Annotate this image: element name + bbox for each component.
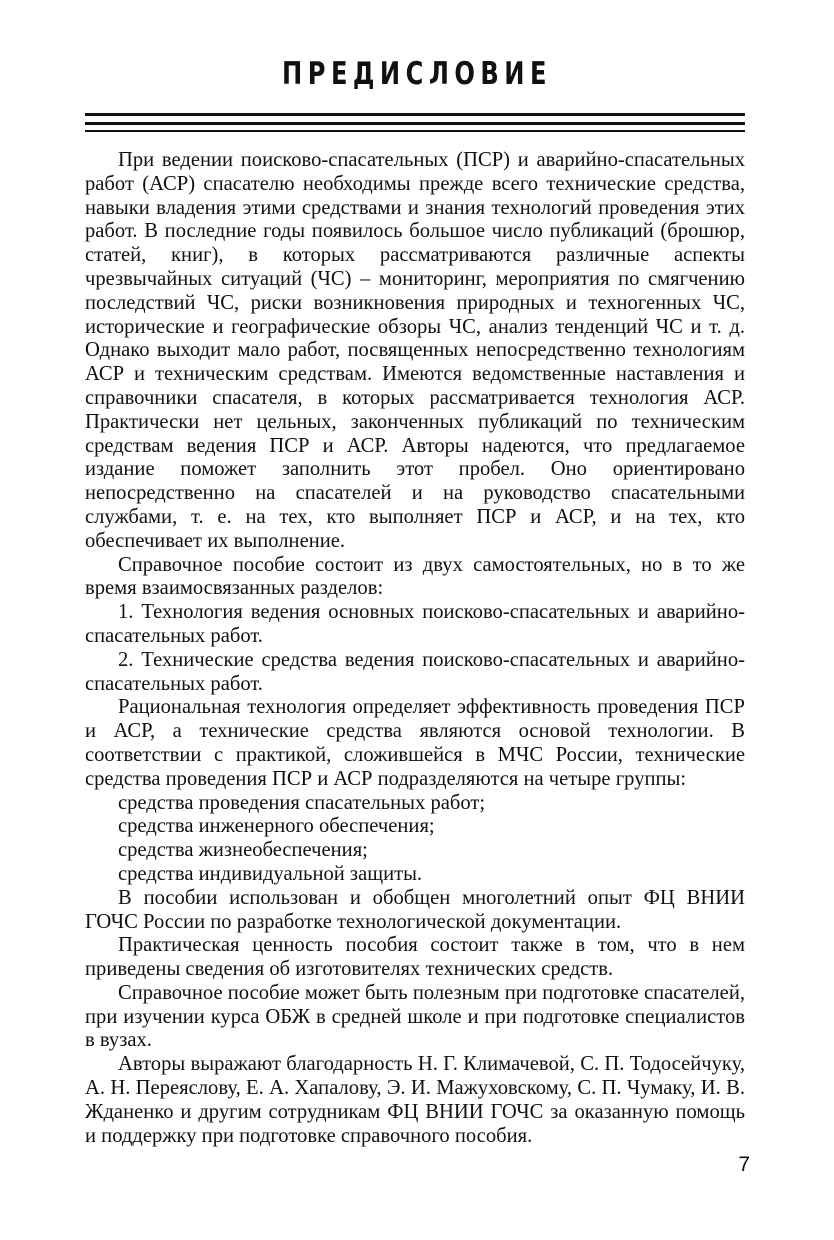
paragraph-section-1: 1. Технология ведения основных поисково-спасательных и аварийно-спасательных работ. [85,601,745,647]
title-rule-top [85,113,745,116]
paragraph-section-2: 2. Технические средства ведения поисково-спасательных и аварийно-спасательных работ. [85,648,745,695]
paragraph-structure: Справочное пособие состоит из двух самостоятельных, но в то же время взаимосвязанных разделов: [85,553,745,600]
page-title: ПРЕДИСЛОВИЕ [282,56,552,92]
paragraph-usefulness: Справочное пособие может быть полезным при подготовке спасателей, при изучении курса ОБЖ в средней школе и при подготовке специалистов в вузах. [85,981,745,1052]
list-item-rescue-means: средства проведения спасательных работ; [118,791,486,814]
paragraph-intro: При ведении поисково-спасательных (ПСР) и аварийно-спасательных работ (АСР) спасателю необходимы прежде всего технические средства, навыки владения этими средствами и знания технологий проведения этих работ. В последние годы появилось большое число публикаций (брошюр, статей, книг), в которых рассматриваются различные аспекты чрезвычайных ситуаций (ЧС) – мониторинг, мероприятия по смягчению последствий ЧС, риски возникновения природных и техногенных ЧС, исторические и географические обзоры ЧС, анализ тенденций ЧС и т. д. Однако выходит мало работ, посвященных непосредственно технологиям АСР и техническим средствам. Имеются ведомственные наставления и справочники спасателя, в которых рассматривается технология АСР. Практически нет цельных, законченных публикаций по техническим средствам ведения ПСР и АСР. Авторы надеются, что предлагаемое издание поможет заполнить этот пробел. Оно ориентировано непосредственно на спасателей и на руководство спасательными службами, т. е. на тех, кто выполняет ПСР и АСР, и на тех, кто обеспечивает их выполнение. [85,149,745,552]
preface-body [85,149,745,1148]
list-item-protection-means: средства индивидуальной защиты. [118,862,423,885]
paragraph-acknowledgements: Авторы выражают благодарность Н. Г. Климачевой, С. П. Тодосейчуку, А. Н. Переяслову, Е. А. Хапалову, Э. И. Мажуховскому, С. П. Чумаку, И. В. Жданенко и другим сотрудникам ФЦ ВНИИ ГОЧС за оказанную помощь и поддержку при подготовке справочного пособия. [85,1053,745,1147]
title-rule-bottom [85,130,745,132]
list-item-engineering-means: средства инженерного обеспечения; [118,815,435,838]
paragraph-experience: В пособии использован и обобщен многолетний опыт ФЦ ВНИИ ГОЧС России по разработке технологической документации. [85,886,745,933]
page-number: 7 [738,1153,750,1176]
title-rule-middle [85,122,745,125]
paragraph-technology: Рациональная технология определяет эффективность проведения ПСР и АСР, а технические средства являются основой технологии. В соответствии с практикой, сложившейся в МЧС России, технические средства проведения ПСР и АСР подразделяются на четыре группы: [85,696,745,790]
list-item-life-support-means: средства жизнеобеспечения; [118,839,368,862]
paragraph-value: Практическая ценность пособия состоит также в том, что в нем приведены сведения об изготовителях технических средств. [85,934,745,981]
